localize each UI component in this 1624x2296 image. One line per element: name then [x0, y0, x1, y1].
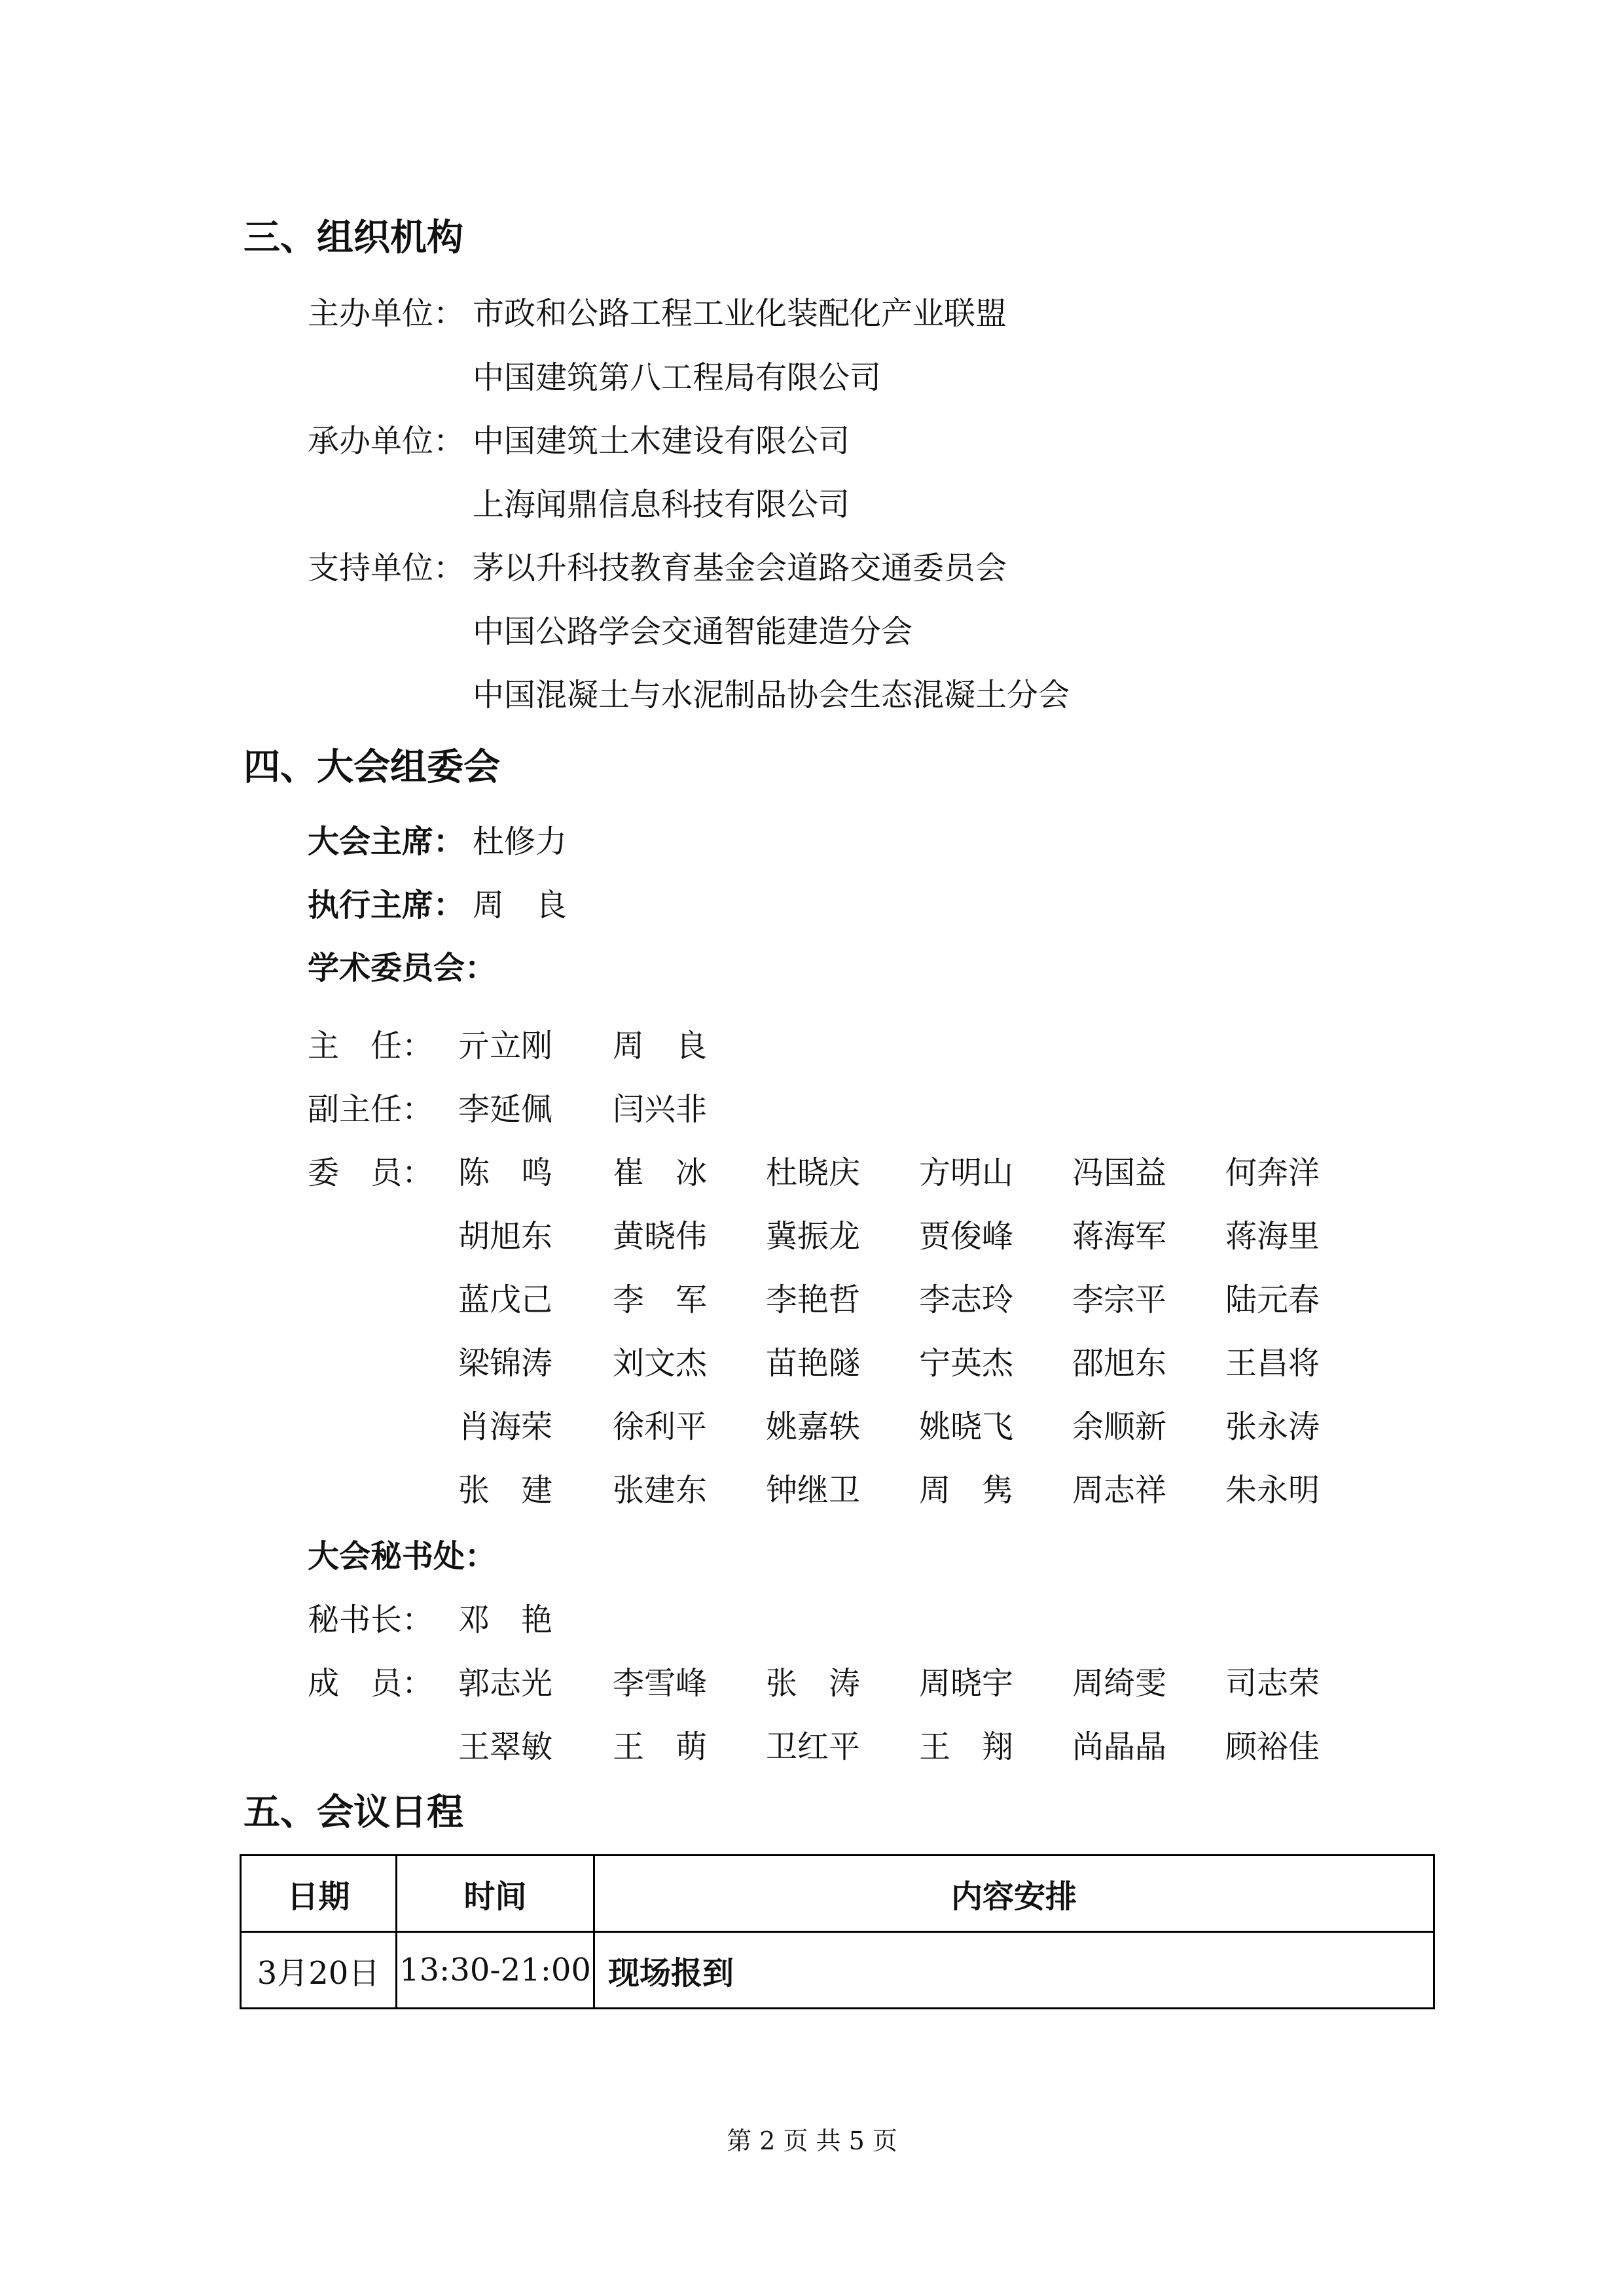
person-name: 贾俊峰	[919, 1218, 1014, 1255]
person-name: 司志荣	[1225, 1665, 1320, 1702]
schedule-table	[240, 1854, 1435, 2009]
chair-label: 大会主席：	[308, 823, 465, 860]
chair-name: 杜修力	[473, 823, 568, 860]
person-name: 顾裕佳	[1225, 1729, 1320, 1765]
table-row	[241, 1932, 1434, 2009]
person-name: 李艳哲	[766, 1282, 861, 1318]
organizer-line-2: 上海闻鼎信息科技有限公司	[473, 486, 850, 523]
person-name: 徐利平	[613, 1408, 708, 1445]
person-name: 李雪峰	[613, 1665, 708, 1702]
director-name: 周 良	[613, 1028, 708, 1064]
deputy-name: 李延佩	[458, 1091, 553, 1128]
cell-date: 3月20日	[241, 1932, 397, 2009]
person-name: 黄晓伟	[613, 1218, 708, 1255]
person-name: 张 建	[458, 1472, 553, 1509]
exec-chair-label: 执行主席：	[308, 887, 465, 924]
organizer-line-1: 中国建筑土木建设有限公司	[473, 423, 850, 459]
person-name: 杜晓庆	[766, 1155, 861, 1191]
person-name: 李 军	[613, 1282, 708, 1318]
person-name: 肖海荣	[458, 1408, 553, 1445]
person-name: 蓝戊己	[458, 1282, 553, 1318]
person-name: 周晓宇	[919, 1665, 1014, 1702]
cell-time: 13:30-21:00	[397, 1932, 594, 2009]
person-name: 李宗平	[1072, 1282, 1167, 1318]
table-header-row	[241, 1856, 1434, 1932]
person-name: 张建东	[613, 1472, 708, 1509]
person-name: 邵旭东	[1072, 1345, 1167, 1382]
host-line-2: 中国建筑第八工程局有限公司	[473, 359, 882, 396]
person-name: 郭志光	[458, 1665, 553, 1702]
person-name: 周 隽	[919, 1472, 1014, 1509]
page-footer: 第 2 页 共 5 页	[727, 2126, 897, 2155]
cell-content: 现场报到	[594, 1932, 1434, 2009]
person-name: 张永涛	[1225, 1408, 1320, 1445]
person-name: 冯国益	[1072, 1155, 1167, 1191]
person-name: 崔 冰	[613, 1155, 708, 1191]
person-name: 蒋海军	[1072, 1218, 1167, 1255]
person-name: 宁英杰	[919, 1345, 1014, 1382]
person-name: 胡旭东	[458, 1218, 553, 1255]
person-name: 尚晶晶	[1072, 1729, 1167, 1765]
secretary-label: 秘书长：	[308, 1602, 434, 1638]
organizer-label: 承办单位：	[308, 423, 465, 459]
person-name: 梁锦涛	[458, 1345, 553, 1382]
person-name: 蒋海里	[1225, 1218, 1320, 1255]
person-name: 何奔洋	[1225, 1155, 1320, 1191]
person-name: 钟继卫	[766, 1472, 861, 1509]
person-name: 周志祥	[1072, 1472, 1167, 1509]
person-name: 周绮雯	[1072, 1665, 1167, 1702]
support-line-1: 茅以升科技教育基金会道路交通委员会	[473, 550, 1007, 586]
exec-chair-name: 周 良	[473, 887, 568, 924]
person-name: 陆元春	[1225, 1282, 1320, 1318]
staff-label: 成 员：	[308, 1665, 434, 1702]
deputy-name: 闫兴非	[613, 1091, 708, 1128]
header-time: 时间	[397, 1856, 594, 1932]
director-name: 亓立刚	[458, 1028, 553, 1064]
person-name: 方明山	[919, 1155, 1014, 1191]
person-name: 陈 鸣	[458, 1155, 553, 1191]
person-name: 李志玲	[919, 1282, 1014, 1318]
person-name: 卫红平	[766, 1729, 861, 1765]
person-name: 张 涛	[766, 1665, 861, 1702]
support-line-3: 中国混凝土与水泥制品协会生态混凝土分会	[473, 677, 1070, 713]
person-name: 王翠敏	[458, 1729, 553, 1765]
secretariat-label: 大会秘书处：	[308, 1538, 497, 1575]
person-name: 刘文杰	[613, 1345, 708, 1382]
person-name: 王 翔	[919, 1729, 1014, 1765]
person-name: 姚嘉轶	[766, 1408, 861, 1445]
person-name: 余顺新	[1072, 1408, 1167, 1445]
members-label: 委 员：	[308, 1155, 434, 1191]
person-name: 姚晓飞	[919, 1408, 1014, 1445]
academic-committee-label: 学术委员会：	[308, 950, 497, 986]
host-label: 主办单位：	[308, 295, 465, 332]
section-title-committee: 四、大会组委会	[244, 746, 500, 789]
person-name: 王昌将	[1225, 1345, 1320, 1382]
support-label: 支持单位：	[308, 550, 465, 586]
section-title-schedule: 五、会议日程	[244, 1791, 463, 1834]
header-date: 日期	[241, 1856, 397, 1932]
header-content: 内容安排	[594, 1856, 1434, 1932]
person-name: 朱永明	[1225, 1472, 1320, 1509]
support-line-2: 中国公路学会交通智能建造分会	[473, 613, 913, 650]
person-name: 王 萌	[613, 1729, 708, 1765]
director-label: 主 任：	[308, 1028, 434, 1064]
host-line-1: 市政和公路工程工业化装配化产业联盟	[473, 295, 1007, 332]
person-name: 冀振龙	[766, 1218, 861, 1255]
section-title-organization: 三、组织机构	[244, 217, 463, 259]
person-name: 苗艳隧	[766, 1345, 861, 1382]
deputy-label: 副主任：	[308, 1091, 434, 1128]
secretary-name: 邓 艳	[458, 1602, 553, 1638]
